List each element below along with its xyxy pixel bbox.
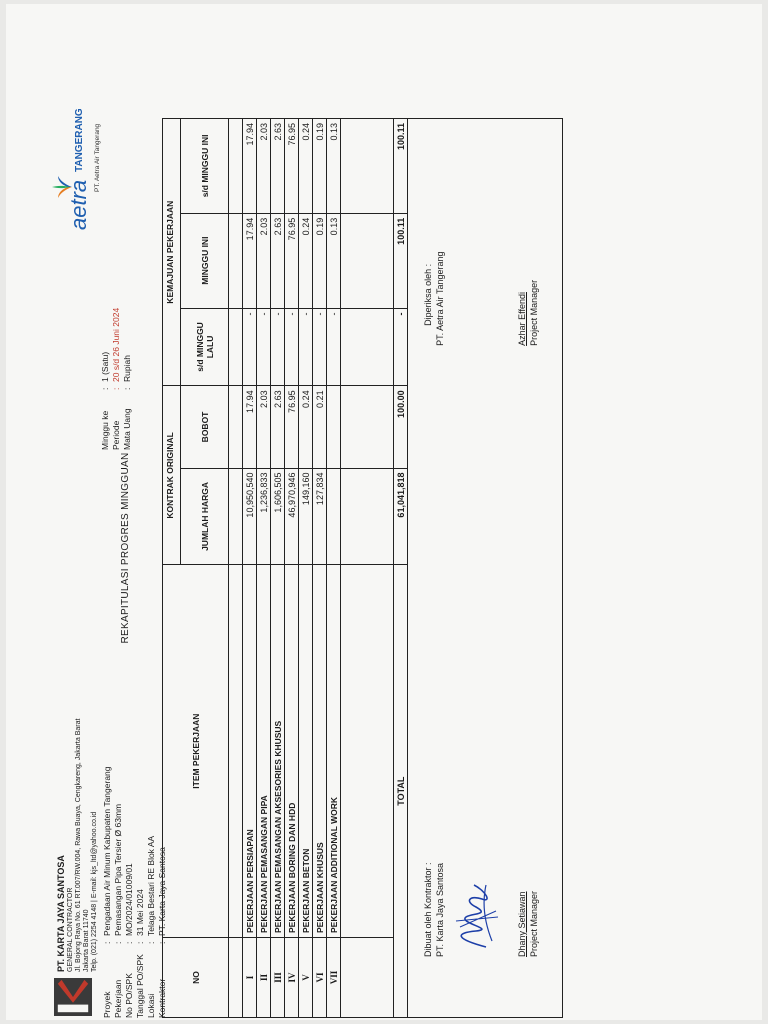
project-info-value: Pengadaan Air Minum Kabupaten Tangerang [102, 766, 112, 936]
row-item: PEKERJAAN KHUSUS [313, 565, 327, 938]
aetra-logo [54, 108, 101, 236]
row-ini: 17.94 [243, 213, 257, 308]
row-no: VII [327, 938, 341, 1018]
week-info-row: Periode : 20 s/d 26 Juni 2024 [111, 307, 121, 450]
week-info-value: 20 s/d 26 Juni 2024 [111, 307, 121, 382]
row-lalu: - [243, 308, 257, 386]
project-info-row: Pekerjaan : Pemasangan Pipa Tersier Ø 63mm [113, 803, 123, 1018]
total-jumlah: 61,041,818 [394, 468, 408, 565]
karta-jaya-logo-icon [54, 978, 92, 1016]
project-info-label: Kontraktor [157, 978, 167, 1018]
aetra-city: TANGERANG [74, 108, 85, 172]
row-sd-ini: 2.63 [271, 119, 285, 214]
table-row [243, 119, 257, 1018]
contractor-letterhead [56, 672, 99, 972]
project-info-value: MO/2024/01009/01 [124, 863, 134, 936]
project-info-label: Tanggal PO/SPK [135, 954, 145, 1018]
row-ini: 0.19 [313, 213, 327, 308]
project-info-row: Kontraktor : PT. Karta Jaya Santosa [157, 847, 167, 1018]
project-info-label: Pekerjaan [113, 979, 123, 1018]
row-bobot: 2.63 [271, 386, 285, 468]
project-info-label: Lokasi [146, 993, 156, 1018]
week-info-value: 1 (Satu) [100, 351, 110, 382]
week-info-label: Mata Uang [122, 408, 132, 450]
row-bobot [327, 386, 341, 468]
aetra-brand: aetra [66, 179, 91, 230]
week-info [100, 270, 133, 450]
contractor-name: PT. KARTA JAYA SANTOSA [56, 855, 66, 972]
report-header [52, 108, 167, 1018]
progress-table [162, 118, 563, 1018]
row-sd-ini: 0.13 [327, 119, 341, 214]
row-ini: 2.03 [257, 213, 271, 308]
row-ini: 0.24 [299, 213, 313, 308]
header-sd-minggu-ini: s/d MINGGU INI [181, 119, 229, 214]
sign-name: Dhany Setiawan [517, 891, 527, 957]
table-row [299, 119, 313, 1018]
project-info-value: 31 Mei 2024 [135, 889, 145, 936]
row-lalu: - [285, 308, 299, 386]
progress-report-sheet [52, 108, 748, 1018]
row-sd-ini: 76.95 [285, 119, 299, 214]
row-item: PEKERJAAN BETON [299, 565, 313, 938]
scanned-paper [6, 4, 762, 1020]
header-item: ITEM PEKERJAAN [163, 565, 229, 938]
total-row [394, 119, 408, 1018]
sign-org: PT. Karta Jaya Santosa [435, 862, 445, 957]
handwritten-signature-icon [446, 881, 506, 951]
sign-caption: Dibuat oleh Kontraktor : [423, 862, 433, 957]
sign-caption: Diperiksa oleh : [423, 263, 433, 326]
week-info-label: Minggu ke [100, 410, 110, 450]
sign-role: Project Manager [529, 890, 539, 957]
header-minggu-ini: MINGGU INI [181, 213, 229, 308]
row-ini: 2.63 [271, 213, 285, 308]
row-sd-ini: 0.19 [313, 119, 327, 214]
table-row [257, 119, 271, 1018]
row-bobot: 2.03 [257, 386, 271, 468]
row-bobot: 76.95 [285, 386, 299, 468]
signature-reviewer [422, 119, 562, 346]
contractor-contact: Telp. (021) 2254 4148 | E-mail: kjs_ltd@yahoo.co.id [91, 811, 98, 972]
row-no: II [257, 938, 271, 1018]
row-jumlah: 149,160 [299, 468, 313, 565]
sign-role: Project Manager [529, 279, 539, 346]
table-row [285, 119, 299, 1018]
row-no: IV [285, 938, 299, 1018]
aetra-company: PT. Aetra Air Tangerang [94, 123, 101, 192]
row-sd-ini: 0.24 [299, 119, 313, 214]
contractor-address: Jl. Bojong Raya No. 61 RT.007/RW.004, Rawa Buaya, Cengkareng, Jakarta Barat [75, 718, 82, 972]
project-info-value: PT. Karta Jaya Santosa [157, 847, 167, 936]
row-lalu: - [313, 308, 327, 386]
project-info-row: No PO/SPK : MO/2024/01009/01 [124, 863, 134, 1018]
header-jumlah: JUMLAH HARGA [181, 468, 229, 565]
table-row [313, 119, 327, 1018]
row-lalu: - [271, 308, 285, 386]
total-label: TOTAL [394, 565, 408, 1018]
week-info-row: Minggu ke : 1 (Satu) [100, 351, 110, 450]
project-info-row: Lokasi : Telaga Bestari RE Blok AA [146, 835, 156, 1018]
row-item: PEKERJAAN ADDITIONAL WORK [327, 565, 341, 938]
row-bobot: 17.94 [243, 386, 257, 468]
sign-name: Azhar Effendi [517, 292, 527, 346]
week-info-value: Rupiah [122, 355, 132, 382]
row-bobot: 0.21 [313, 386, 327, 468]
row-jumlah: 46,970,946 [285, 468, 299, 565]
project-info-label: Proyek [102, 991, 112, 1018]
row-item: PEKERJAAN BORING DAN HDD [285, 565, 299, 938]
signature-contractor [422, 386, 562, 957]
header-minggu-lalu: s/d MINGGU LALU [181, 308, 229, 386]
row-item: PEKERJAAN PEMASANGAN PIPA [257, 565, 271, 938]
project-info [102, 598, 168, 1018]
header-kontrak: KONTRAK ORIGINAL [163, 386, 177, 565]
contractor-city: Jakarta Barat 11740 [83, 909, 90, 972]
report-title: REKAPITULASI PROGRES MINGGUAN [120, 452, 131, 644]
project-info-value: Pemasangan Pipa Tersier Ø 63mm [113, 803, 123, 936]
row-ini: 76.95 [285, 213, 299, 308]
row-no: V [299, 938, 313, 1018]
project-info-value: Telaga Bestari RE Blok AA [146, 835, 156, 936]
row-ini: 0.13 [327, 213, 341, 308]
row-lalu: - [257, 308, 271, 386]
row-bobot: 0.24 [299, 386, 313, 468]
row-jumlah: 127,834 [313, 468, 327, 565]
table-row [271, 119, 285, 1018]
row-sd-ini: 2.03 [257, 119, 271, 214]
row-jumlah: 1,606,505 [271, 468, 285, 565]
project-info-row: Proyek : Pengadaan Air Minum Kabupaten Tangerang [102, 766, 112, 1018]
project-info-label: No PO/SPK [124, 973, 134, 1018]
total-ini: 100.11 [394, 213, 408, 308]
header-kemajuan: KEMAJUAN PEKERJAAN [163, 119, 177, 386]
row-sd-ini: 17.94 [243, 119, 257, 214]
contractor-tagline: GENERAL CONTRACTOR [67, 887, 74, 972]
total-sd-ini: 100.11 [394, 119, 408, 214]
row-no: I [243, 938, 257, 1018]
total-bobot: 100.00 [394, 386, 408, 468]
row-lalu: - [299, 308, 313, 386]
sign-org: PT. Aetra Air Tangerang [435, 251, 445, 346]
table-row [327, 119, 341, 1018]
row-lalu: - [327, 308, 341, 386]
row-item: PEKERJAAN PEMASANGAN AKSESORIES KHUSUS [271, 565, 285, 938]
header-bobot: BOBOT [181, 386, 229, 468]
week-info-row: Mata Uang : Rupiah [122, 355, 132, 450]
project-info-row: Tanggal PO/SPK : 31 Mei 2024 [135, 889, 145, 1018]
row-item: PEKERJAAN PERSIAPAN [243, 565, 257, 938]
signature-row [408, 119, 563, 1018]
week-info-label: Periode [111, 420, 121, 450]
row-jumlah: 1,236,833 [257, 468, 271, 565]
total-lalu: - [394, 308, 408, 386]
header-no: NO [163, 938, 229, 1018]
row-no: VI [313, 938, 327, 1018]
row-no: III [271, 938, 285, 1018]
row-jumlah [327, 468, 341, 565]
row-jumlah: 10,950,540 [243, 468, 257, 565]
